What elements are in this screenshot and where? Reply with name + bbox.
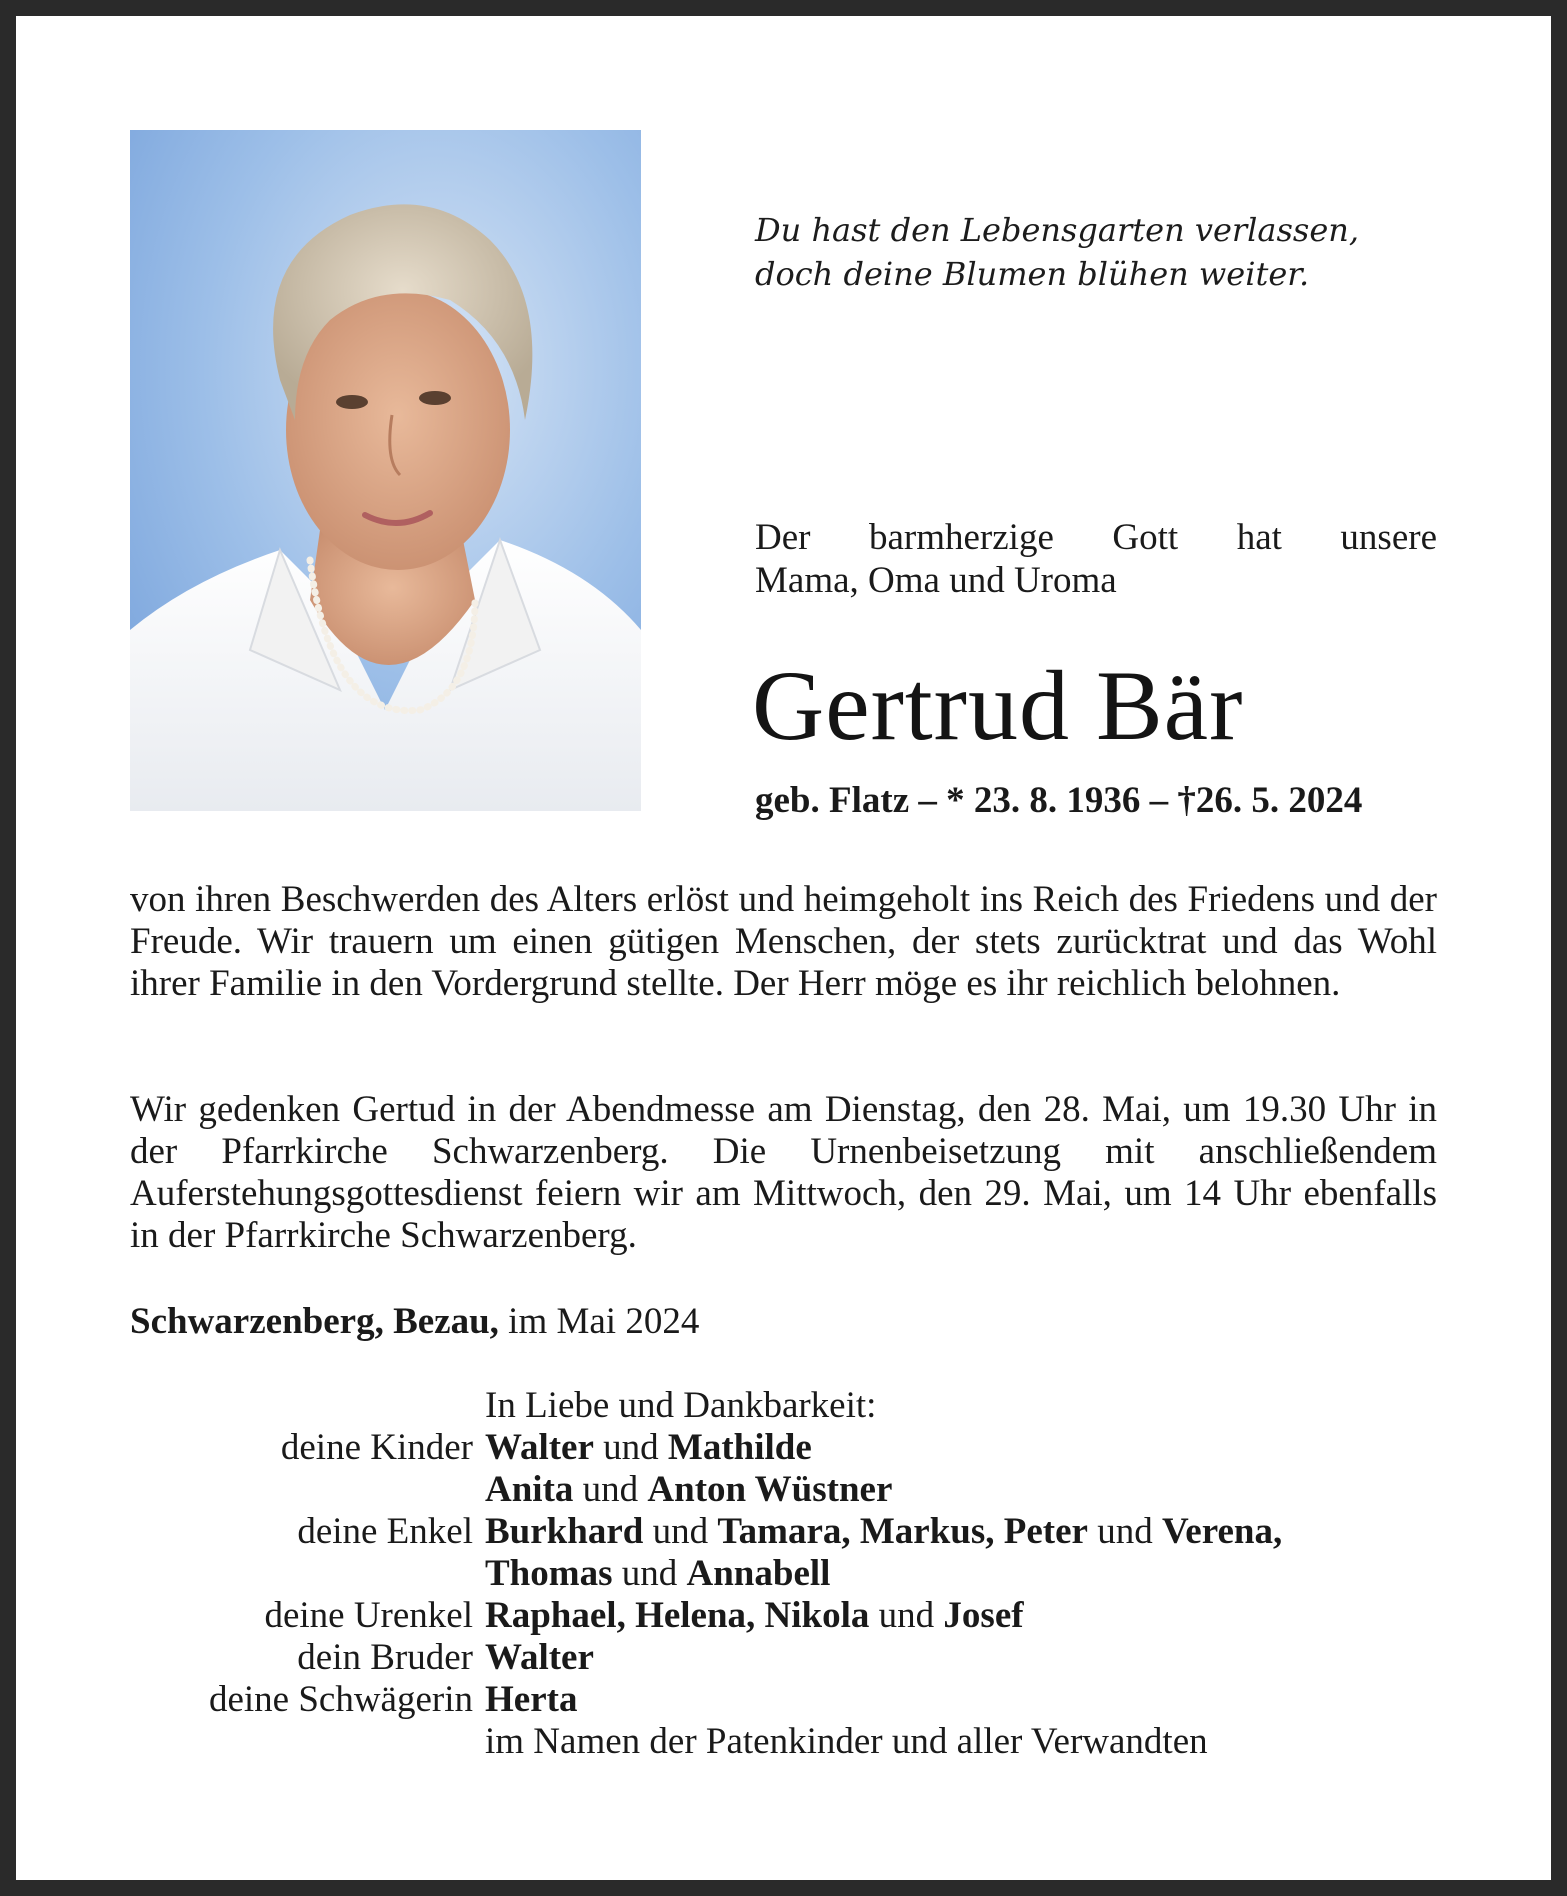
mourner-name: Verena, <box>1161 1511 1283 1552</box>
mourner-label: dein Bruder <box>297 1637 473 1678</box>
mourner-label: deine Schwägerin <box>208 1679 473 1720</box>
list-item <box>130 1385 1450 1427</box>
body-paragraph-1: von ihren Beschwerden des Alters erlöst und heimgeholt ins Reich des Friedens und der Freude. Wir trauern um einen gütigen Menschen, der stets zurücktrat und das Wohl ihrer Familie in den Vordergrund stellte. Der Herr möge es ihr reichlich belohnen. <box>130 879 1437 1004</box>
quote-line-2: doch deine Blumen blühen weiter. <box>755 255 1310 293</box>
mourner-name: Annabell <box>686 1553 831 1594</box>
intro-text <box>755 516 1437 602</box>
quote-line-1: Du hast den Lebensgarten verlassen, <box>755 211 1360 249</box>
place-date <box>130 1300 699 1344</box>
dedication-line: In Liebe und Dankbarkeit: <box>485 1385 877 1426</box>
mourner-name: Raphael, Helena, Nikola <box>485 1595 870 1636</box>
others-line: im Namen der Patenkinder und aller Verwandten <box>485 1721 1208 1762</box>
mourner-name: Herta <box>485 1679 578 1720</box>
list-item <box>130 1679 1450 1721</box>
portrait-photo <box>130 130 641 811</box>
mourner-label: deine Urenkel <box>264 1595 473 1636</box>
list-item <box>130 1553 1450 1595</box>
intro-line-2: Mama, Oma und Uroma <box>755 560 1117 601</box>
deceased-name: Gertrud Bär <box>752 650 1244 761</box>
mourner-name: Walter <box>485 1637 594 1678</box>
mourner-name: Mathilde <box>667 1427 812 1468</box>
conjunction: und <box>621 1553 678 1594</box>
list-item <box>130 1595 1450 1637</box>
mourner-name: Tamara, Markus, Peter <box>717 1511 1088 1552</box>
mourner-name: Josef <box>943 1595 1024 1636</box>
conjunction: und <box>878 1595 935 1636</box>
closing-date: im Mai 2024 <box>508 1301 700 1342</box>
place-name: Schwarzenberg, Bezau, <box>130 1301 499 1342</box>
list-item <box>130 1469 1450 1511</box>
list-item <box>130 1637 1450 1679</box>
conjunction: und <box>603 1427 659 1468</box>
body-paragraph-2: Wir gedenken Gertud in der Abendmesse am Dienstag, den 28. Mai, um 19.30 Uhr in der Pfarrkirche Schwarzenberg. Die Urnenbeisetzung mit anschließendem Auferstehungsgottesdienst feiern wir am Mittwoch, den 29. Mai, um 14 Uhr ebenfalls in der Pfarrkirche Schwarzenberg. <box>130 1089 1437 1256</box>
conjunction: und <box>652 1511 709 1552</box>
list-item <box>130 1721 1450 1763</box>
mourner-name: Anton Wüstner <box>647 1469 893 1510</box>
conjunction: und <box>1097 1511 1153 1552</box>
intro-line-1: Der barmherzige Gott hat unsere <box>755 517 1437 558</box>
mourner-label: deine Enkel <box>297 1511 473 1552</box>
mourner-name: Walter <box>485 1427 594 1468</box>
conjunction: und <box>582 1469 639 1510</box>
mourner-name: Anita <box>485 1469 574 1510</box>
mourner-name: Thomas <box>485 1553 613 1594</box>
mourners-list <box>130 1385 1450 1763</box>
life-dates: geb. Flatz – * 23. 8. 1936 – †26. 5. 2024 <box>755 780 1363 821</box>
list-item <box>130 1511 1450 1553</box>
mourner-label: deine Kinder <box>280 1427 473 1468</box>
mourner-name: Burkhard <box>485 1511 644 1552</box>
epitaph-quote <box>755 208 1455 296</box>
list-item <box>130 1427 1450 1469</box>
